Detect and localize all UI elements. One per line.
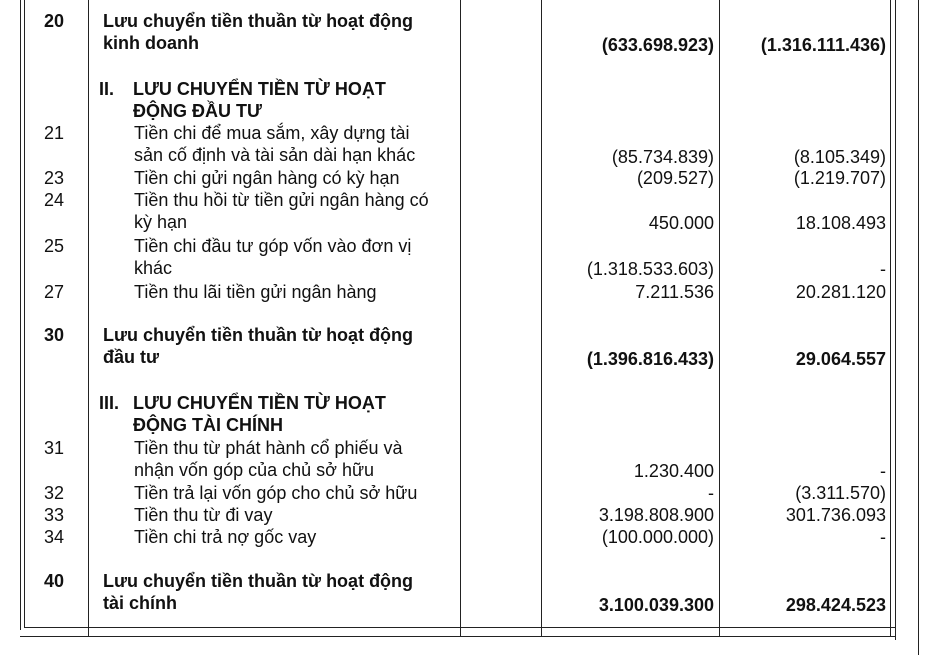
row-label: Lưu chuyển tiền thuần từ hoạt động xyxy=(103,571,414,591)
row-label-cont: đầu tư xyxy=(103,347,160,367)
current-year-value: (1.318.533.603) xyxy=(586,259,714,279)
prior-year-value: - xyxy=(880,461,886,481)
prior-year-value: 18.108.493 xyxy=(795,213,886,233)
row-code: 25 xyxy=(43,236,65,256)
row-label-cont: khác xyxy=(134,258,173,278)
row-label: Lưu chuyển tiền thuần từ hoạt động xyxy=(103,325,414,345)
section-number: II. xyxy=(99,79,115,99)
section-title: LƯU CHUYỂN TIỀN TỪ HOẠT xyxy=(133,79,386,99)
current-year-column-rule xyxy=(541,0,542,636)
row-code: 33 xyxy=(43,505,65,525)
row-code: 20 xyxy=(43,11,65,31)
current-year-value: 3.198.808.900 xyxy=(598,505,714,525)
right-border-outer xyxy=(895,0,896,640)
section-number: III. xyxy=(99,393,120,413)
prior-year-value: (3.311.570) xyxy=(795,483,886,503)
prior-year-value: - xyxy=(880,259,886,279)
row-label-cont: nhận vốn góp của chủ sở hữu xyxy=(134,460,375,480)
row-code: 21 xyxy=(43,123,65,143)
prior-year-value: - xyxy=(880,527,886,547)
bottom-border-outer xyxy=(20,636,896,637)
current-year-value: (633.698.923) xyxy=(601,35,714,55)
prior-year-value: 298.424.523 xyxy=(785,595,886,615)
row-label-cont: kỳ hạn xyxy=(134,212,188,232)
row-label-cont: tài chính xyxy=(103,593,178,613)
prior-year-value: 20.281.120 xyxy=(795,282,886,302)
row-code: 30 xyxy=(43,325,65,345)
current-year-value: - xyxy=(708,483,714,503)
row-label: Tiền thu từ đi vay xyxy=(134,505,273,525)
row-label: Tiền chi trả nợ gốc vay xyxy=(134,527,317,547)
prior-year-value: (1.316.111.436) xyxy=(760,35,886,55)
row-label: Lưu chuyển tiền thuần từ hoạt động xyxy=(103,11,414,31)
current-year-value: 450.000 xyxy=(648,213,714,233)
current-year-value: (1.396.816.433) xyxy=(586,349,714,369)
row-code: 24 xyxy=(43,190,65,210)
prior-year-value: 29.064.557 xyxy=(795,349,886,369)
current-year-value: (209.527) xyxy=(636,168,714,188)
row-code: 23 xyxy=(43,168,65,188)
right-border-inner xyxy=(890,0,891,636)
current-year-value: 7.211.536 xyxy=(635,282,714,302)
current-year-value: 3.100.039.300 xyxy=(598,595,714,615)
row-label: Tiền chi để mua sắm, xây dựng tài xyxy=(134,123,410,143)
row-label: Tiền thu hồi từ tiền gửi ngân hàng có xyxy=(134,190,429,210)
row-label: Tiền chi gửi ngân hàng có kỳ hạn xyxy=(134,168,400,188)
bottom-border-inner xyxy=(24,627,895,628)
row-label: Tiền chi đầu tư góp vốn vào đơn vị xyxy=(134,236,412,256)
code-column-rule xyxy=(88,0,89,636)
section-title-cont: ĐỘNG ĐẦU TƯ xyxy=(133,101,262,121)
row-code: 31 xyxy=(43,438,65,458)
row-label-cont: kinh doanh xyxy=(103,33,199,53)
row-label: Tiền thu lãi tiền gửi ngân hàng xyxy=(134,282,377,302)
section-title-cont: ĐỘNG TÀI CHÍNH xyxy=(133,415,283,435)
note-column-rule xyxy=(460,0,461,636)
row-code: 27 xyxy=(43,282,65,302)
prior-year-column-rule xyxy=(719,0,720,636)
page-edge-rule xyxy=(918,0,919,655)
current-year-value: (100.000.000) xyxy=(601,527,714,547)
prior-year-value: (1.219.707) xyxy=(793,168,886,188)
current-year-value: (85.734.839) xyxy=(611,147,714,167)
row-label: Tiền trả lại vốn góp cho chủ sở hữu xyxy=(134,483,418,503)
row-code: 34 xyxy=(43,527,65,547)
prior-year-value: (8.105.349) xyxy=(793,147,886,167)
row-label-cont: sản cố định và tài sản dài hạn khác xyxy=(134,145,416,165)
left-border-outer xyxy=(20,0,21,630)
prior-year-value: 301.736.093 xyxy=(785,505,886,525)
row-code: 40 xyxy=(43,571,65,591)
section-title: LƯU CHUYỂN TIỀN TỪ HOẠT xyxy=(133,393,386,413)
row-code: 32 xyxy=(43,483,65,503)
row-label: Tiền thu từ phát hành cổ phiếu và xyxy=(134,438,403,458)
current-year-value: 1.230.400 xyxy=(633,461,714,481)
